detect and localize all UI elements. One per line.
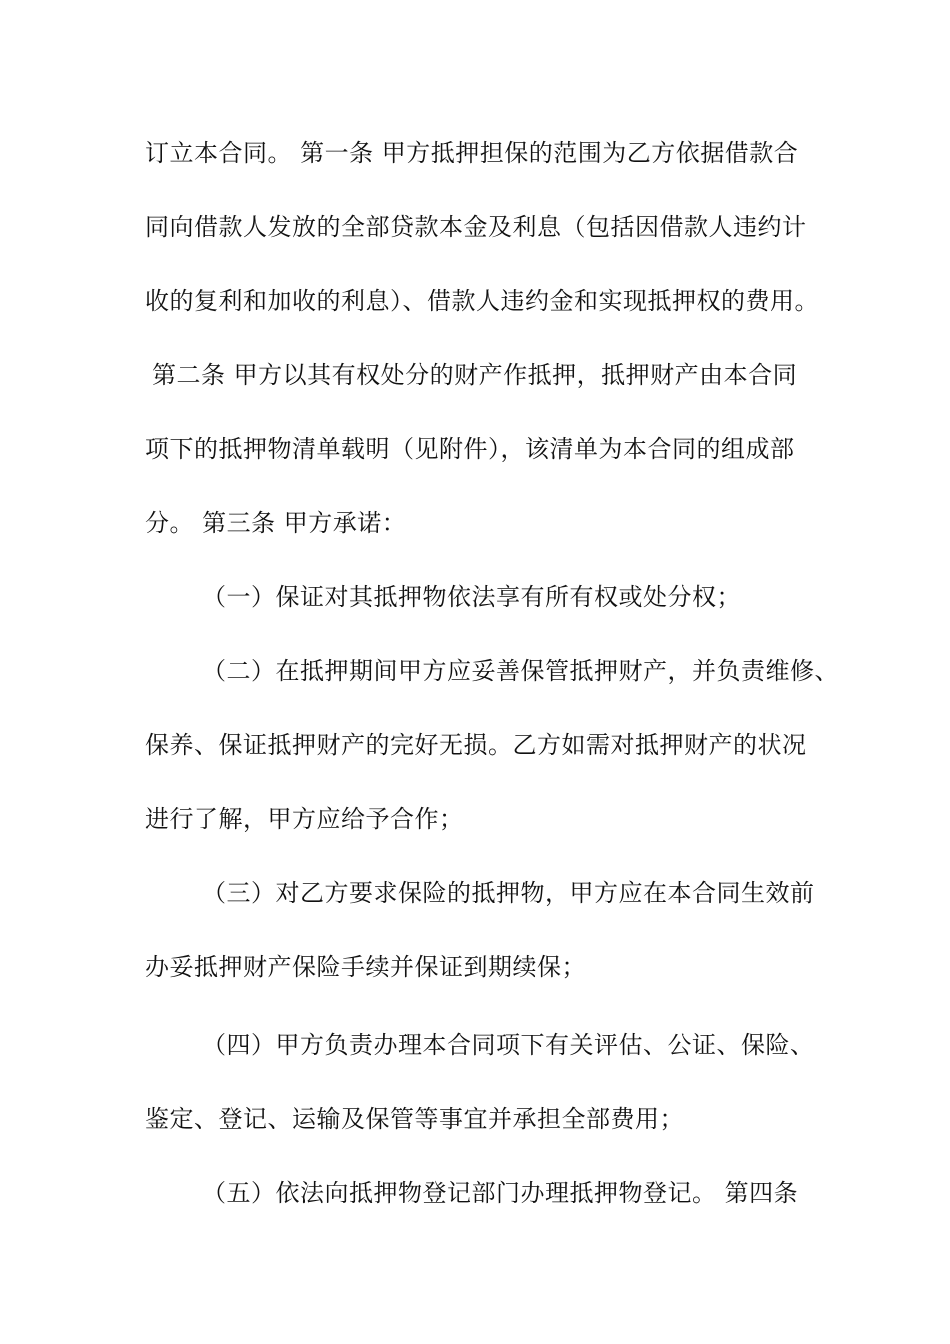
text-line-3: 收的复利和加收的利息）、借款人违约金和实现抵押权的费用。 <box>145 287 819 315</box>
text-line-2: 同向借款人发放的全部贷款本金及利息（包括因借款人违约计 <box>145 213 807 241</box>
text-line-5: 项下的抵押物清单载明（见附件），该清单为本合同的组成部 <box>145 435 795 463</box>
text-line-14: 鉴定、登记、运输及保管等事宜并承担全部费用； <box>145 1105 684 1133</box>
text-line-12: 办妥抵押财产保险手续并保证到期续保； <box>145 953 586 981</box>
text-line-9: 保养、保证抵押财产的完好无损。乙方如需对抵押财产的状况 <box>145 731 807 759</box>
text-line-15: （五）依法向抵押物登记部门办理抵押物登记。 第四条 <box>202 1179 799 1207</box>
text-line-10: 进行了解，甲方应给予合作； <box>145 805 464 833</box>
text-line-13: （四）甲方负责办理本合同项下有关评估、公证、保险、 <box>202 1031 815 1059</box>
text-line-11: （三）对乙方要求保险的抵押物，甲方应在本合同生效前 <box>202 879 815 907</box>
text-line-4: 第二条 甲方以其有权处分的财产作抵押，抵押财产由本合同 <box>152 361 798 389</box>
text-line-1: 订立本合同。 第一条 甲方抵押担保的范围为乙方依据借款合 <box>145 139 799 167</box>
text-line-7: （一）保证对其抵押物依法享有所有权或处分权； <box>202 583 741 611</box>
text-line-8: （二）在抵押期间甲方应妥善保管抵押财产，并负责维修、 <box>202 657 839 685</box>
text-line-6: 分。 第三条 甲方承诺： <box>145 509 407 537</box>
